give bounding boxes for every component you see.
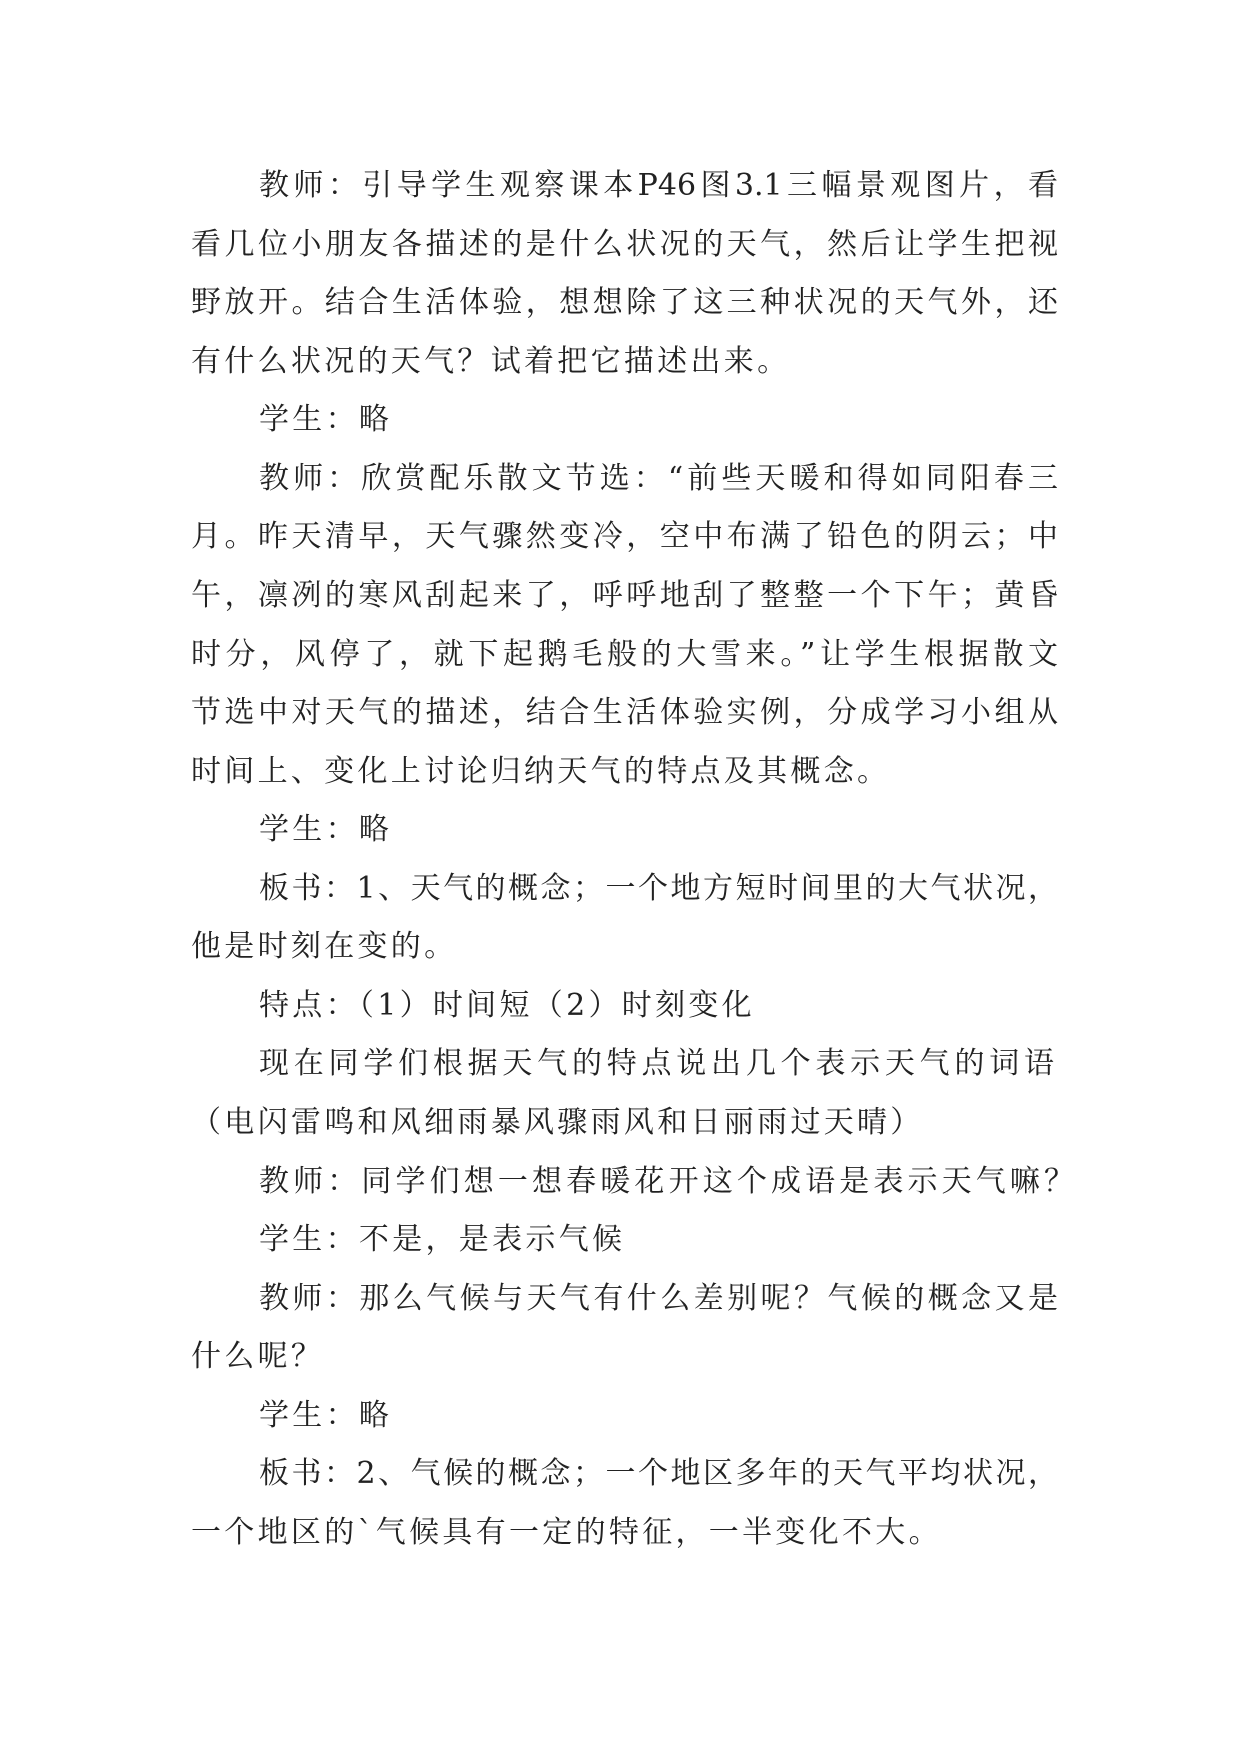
text-line: 看几位小朋友各描述的是什么状况的天气，然后让学生把视: [191, 226, 1058, 262]
document-page: [0, 166, 1241, 1572]
text-line: 现在同学们根据天气的特点说出几个表示天气的词语: [259, 1046, 1054, 1082]
text-line: 学生：不是，是表示气候: [259, 1222, 626, 1258]
text-line: 学生：略: [259, 1397, 393, 1433]
text-line: 午，凛冽的寒风刮起来了，呼呼地刮了整整一个下午；黄昏: [191, 577, 1058, 613]
text-line: （电闪雷鸣和风细雨暴风骤雨风和日丽雨过天晴）: [191, 1105, 924, 1140]
text-line: 野放开。结合生活体验，想想除了这三种状况的天气外，还: [191, 285, 1058, 321]
text-line: 特点：（1）时间短（2）时刻变化: [259, 987, 755, 1023]
text-line: 节选中对天气的描述，结合生活体验实例，分成学习小组从: [191, 695, 1058, 731]
text-line: 月。昨天清早，天气骤然变冷，空中布满了铅色的阴云；中: [191, 519, 1058, 555]
text-line: 教师：同学们想一想春暖花开这个成语是表示天气嘛？: [259, 1163, 1074, 1199]
text-line: 教师：引导学生观察课本P46图3.1三幅景观图片，看: [259, 168, 1058, 203]
text-line: 他是时刻在变的。: [191, 929, 458, 965]
text-line: 教师：欣赏配乐散文节选：“前些天暖和得如同阳春三: [259, 460, 1058, 496]
text-line: 学生：略: [259, 402, 393, 438]
text-line: 一个地区的`气候具有一定的特征，一半变化不大。: [191, 1514, 942, 1550]
text-line: 时间上、变化上讨论归纳天气的特点及其概念。: [191, 753, 891, 789]
text-line: 板书：1、天气的概念；一个地方短时间里的大气状况，: [259, 870, 1058, 906]
text-line: 学生：略: [259, 812, 393, 848]
text-line: 板书：2、气候的概念；一个地区多年的天气平均状况，: [259, 1456, 1058, 1492]
text-line: 时分，风停了，就下起鹅毛般的大雪来。”让学生根据散文: [191, 636, 1058, 672]
text-line: 教师：那么气候与天气有什么差别呢？气候的概念又是: [259, 1280, 1058, 1316]
text-line: 有什么状况的天气？试着把它描述出来。: [191, 343, 791, 379]
text-line: 什么呢？: [191, 1339, 325, 1375]
